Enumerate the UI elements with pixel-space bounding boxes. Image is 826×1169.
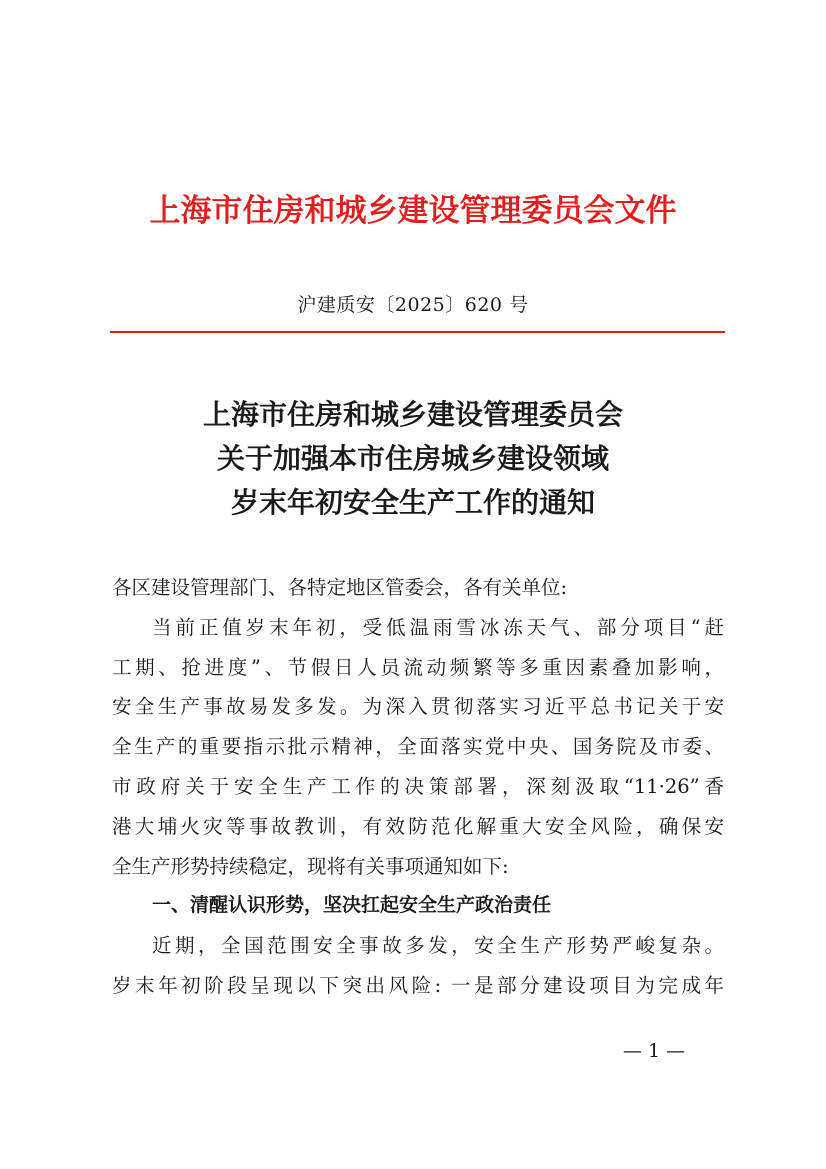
paragraph-1-line: 港大埔火灾等事故教训，有效防范化解重大安全风险，确保安 [112,814,724,838]
document-body [112,568,724,1006]
document-number: 沪建质安〔2025〕620 号 [297,294,529,316]
title-line-1: 上海市住房和城乡建设管理委员会 [202,398,623,431]
paragraph-1-line: 全生产形势持续稳定，现将有关事项通知如下: [112,854,509,878]
title-line-2: 关于加强本市住房城乡建设领域 [216,442,609,475]
issuing-authority-header: 上海市住房和城乡建设管理委员会文件 [149,193,677,229]
paragraph-1-line: 安全生产事故易发多发。为深入贯彻落实习近平总书记关于安 [112,695,724,719]
document-title [0,393,826,525]
paragraph-2-line: 岁末年初阶段呈现以下突出风险: 一是部分建设项目为完成年 [112,973,724,997]
red-divider-line [110,331,725,333]
section-1-heading: 一、清醒认识形势，坚决扛起安全生产政治责任 [152,894,552,917]
paragraph-1-line: 当前正值岁末年初，受低温雨雪冰冻天气、部分项目“赶 [152,615,724,639]
paragraph-2-line: 近期，全国范围安全事故多发，安全生产形势严峻复杂。 [152,934,724,958]
paragraph-1-line: 全生产的重要指示批示精神，全面落实党中央、国务院及市委、 [112,735,724,759]
title-line-3: 岁末年初安全生产工作的通知 [230,486,595,519]
page-number: — 1 — [623,1040,686,1062]
paragraph-1-line: 市政府关于安全生产工作的决策部署，深刻汲取“11·26”香 [112,774,724,798]
paragraph-1-line: 工期、抢进度”、节假日人员流动频繁等多重因素叠加影响， [112,655,724,679]
addressee-line: 各区建设管理部门、各特定地区管委会，各有关单位: [112,576,568,599]
